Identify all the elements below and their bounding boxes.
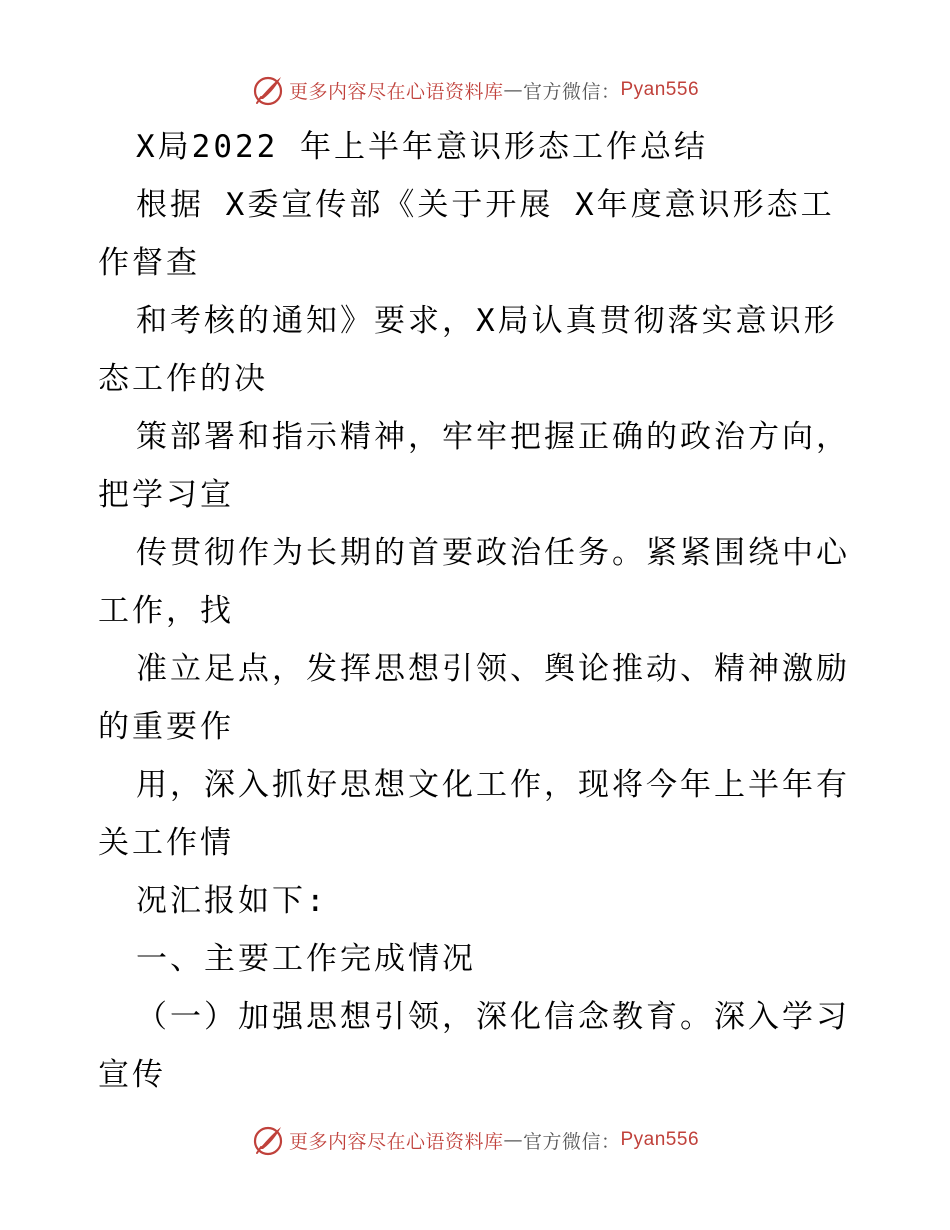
text-line: 和考核的通知》要求，X局认真贯彻落实意识形 (136, 303, 838, 339)
text-line: 况汇报如下: (136, 883, 328, 919)
text-line: 的重要作 (98, 709, 234, 745)
subsection-heading: （一）加强思想引领，深化信念教育。深入学习 (136, 999, 850, 1035)
text-line: 根据 X委宣传部《关于开展 X年度意识形态工 (136, 187, 835, 223)
watermark-contact-label: 官方微信： (522, 80, 621, 103)
text-line: 传贯彻作为长期的首要政治任务。紧紧围绕中心 (136, 535, 850, 571)
quill-logo-icon (251, 1123, 285, 1157)
watermark-contact-id: Pyan556 (620, 1129, 700, 1150)
watermark-main-text: 更多内容尽在心语资料库 (288, 80, 504, 103)
document-title: X局2022 年上半年意识形态工作总结 (136, 129, 708, 165)
quill-logo-icon (251, 73, 285, 107)
watermark-dash: — (503, 1129, 523, 1151)
text-line: 态工作的决 (98, 361, 268, 397)
watermark-contact-label: 官方微信： (522, 1130, 621, 1153)
text-line: 工作，找 (98, 593, 234, 629)
text-line: 用，深入抓好思想文化工作，现将今年上半年有 (136, 767, 850, 803)
watermark-dash: — (503, 79, 523, 101)
text-line: 把学习宣 (98, 477, 234, 513)
text-line: 关工作情 (98, 825, 234, 861)
text-line: 作督查 (98, 245, 200, 281)
section-heading: 一、主要工作完成情况 (136, 941, 476, 977)
text-line: 准立足点，发挥思想引领、舆论推动、精神激励 (136, 651, 850, 687)
header-watermark (0, 70, 950, 110)
text-line: 宣传 (98, 1057, 166, 1093)
watermark-contact-id: Pyan556 (620, 79, 700, 100)
footer-watermark (0, 1120, 950, 1160)
watermark-main-text: 更多内容尽在心语资料库 (288, 1130, 504, 1153)
text-line: 策部署和指示精神，牢牢把握正确的政治方向， (136, 419, 850, 455)
